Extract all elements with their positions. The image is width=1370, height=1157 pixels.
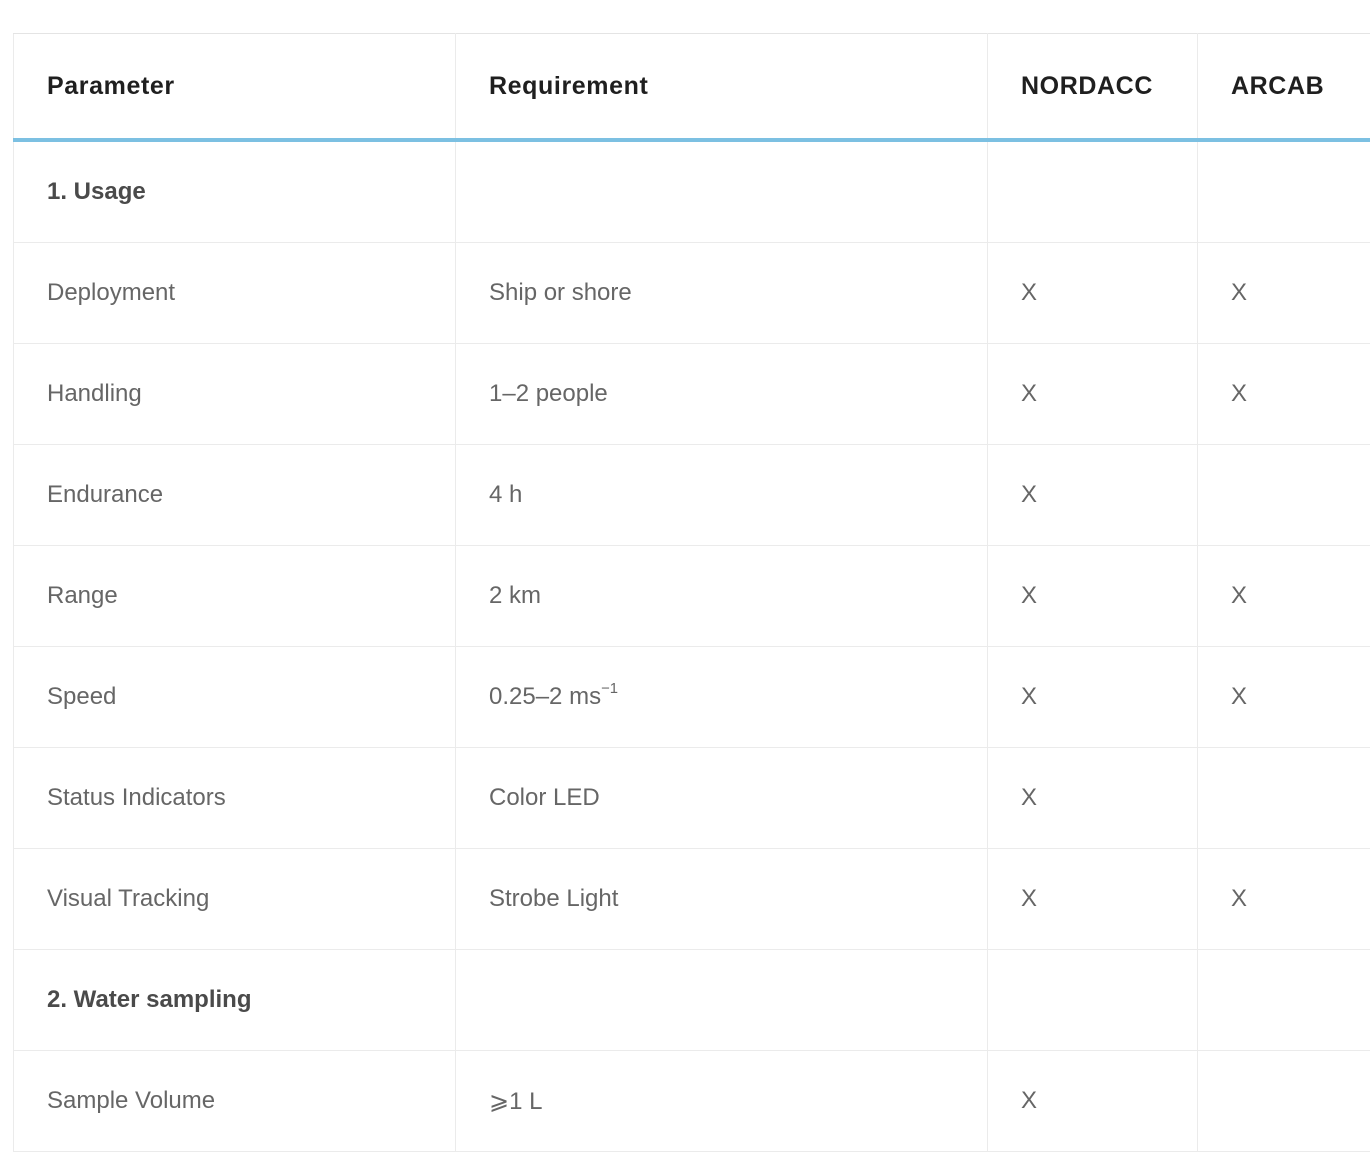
param-cell: Handling bbox=[14, 344, 456, 445]
table-row-handling bbox=[14, 344, 1370, 445]
table-row-sample-volume bbox=[14, 1051, 1370, 1152]
param-cell: Speed bbox=[14, 647, 456, 748]
superscript-exponent: −1 bbox=[601, 680, 619, 697]
arcab-cell bbox=[1198, 950, 1370, 1051]
arcab-cell bbox=[1198, 748, 1370, 849]
param-cell: Sample Volume bbox=[14, 1051, 456, 1152]
arcab-cell bbox=[1198, 140, 1370, 243]
param-cell: Visual Tracking bbox=[14, 849, 456, 950]
table-header bbox=[14, 34, 1370, 141]
arcab-cell: X bbox=[1198, 647, 1370, 748]
section-row-water-sampling bbox=[14, 950, 1370, 1051]
table-row-endurance bbox=[14, 445, 1370, 546]
requirement-cell: 2 km bbox=[456, 546, 988, 647]
param-cell: Range bbox=[14, 546, 456, 647]
nordacc-cell: X bbox=[988, 546, 1198, 647]
param-cell: Endurance bbox=[14, 445, 456, 546]
arcab-cell bbox=[1198, 445, 1370, 546]
nordacc-cell bbox=[988, 140, 1198, 243]
nordacc-cell: X bbox=[988, 849, 1198, 950]
nordacc-cell: X bbox=[988, 243, 1198, 344]
nordacc-cell: X bbox=[988, 748, 1198, 849]
table-body bbox=[14, 140, 1370, 1152]
table-row-status-indicators bbox=[14, 748, 1370, 849]
arcab-cell: X bbox=[1198, 344, 1370, 445]
param-cell: 1. Usage bbox=[14, 140, 456, 243]
nordacc-cell: X bbox=[988, 647, 1198, 748]
column-header-parameter: Parameter bbox=[14, 34, 456, 141]
nordacc-cell: X bbox=[988, 445, 1198, 546]
requirement-cell bbox=[456, 950, 988, 1051]
requirement-text: 0.25–2 ms bbox=[489, 683, 602, 710]
requirements-table-viewport bbox=[13, 33, 1370, 1157]
requirement-cell: Strobe Light bbox=[456, 849, 988, 950]
table-row-visual-tracking bbox=[14, 849, 1370, 950]
column-header-nordacc: NORDACC bbox=[988, 34, 1198, 141]
param-cell: Status Indicators bbox=[14, 748, 456, 849]
param-cell: Deployment bbox=[14, 243, 456, 344]
param-cell: 2. Water sampling bbox=[14, 950, 456, 1051]
requirement-cell bbox=[456, 647, 988, 748]
table-row-deployment bbox=[14, 243, 1370, 344]
requirement-cell: Color LED bbox=[456, 748, 988, 849]
requirements-table bbox=[13, 33, 1370, 1152]
requirement-cell bbox=[456, 140, 988, 243]
table-row-range bbox=[14, 546, 1370, 647]
requirement-cell: Ship or shore bbox=[456, 243, 988, 344]
nordacc-cell: X bbox=[988, 1051, 1198, 1152]
requirement-cell: 4 h bbox=[456, 445, 988, 546]
column-header-requirement: Requirement bbox=[456, 34, 988, 141]
header-row bbox=[14, 34, 1370, 141]
arcab-cell: X bbox=[1198, 243, 1370, 344]
nordacc-cell: X bbox=[988, 344, 1198, 445]
arcab-cell: X bbox=[1198, 849, 1370, 950]
section-row-usage bbox=[14, 140, 1370, 243]
nordacc-cell bbox=[988, 950, 1198, 1051]
requirement-cell: ⩾1 L bbox=[456, 1051, 988, 1152]
arcab-cell bbox=[1198, 1051, 1370, 1152]
column-header-arcab: ARCAB bbox=[1198, 34, 1370, 141]
table-row-speed bbox=[14, 647, 1370, 748]
requirement-cell: 1–2 people bbox=[456, 344, 988, 445]
arcab-cell: X bbox=[1198, 546, 1370, 647]
